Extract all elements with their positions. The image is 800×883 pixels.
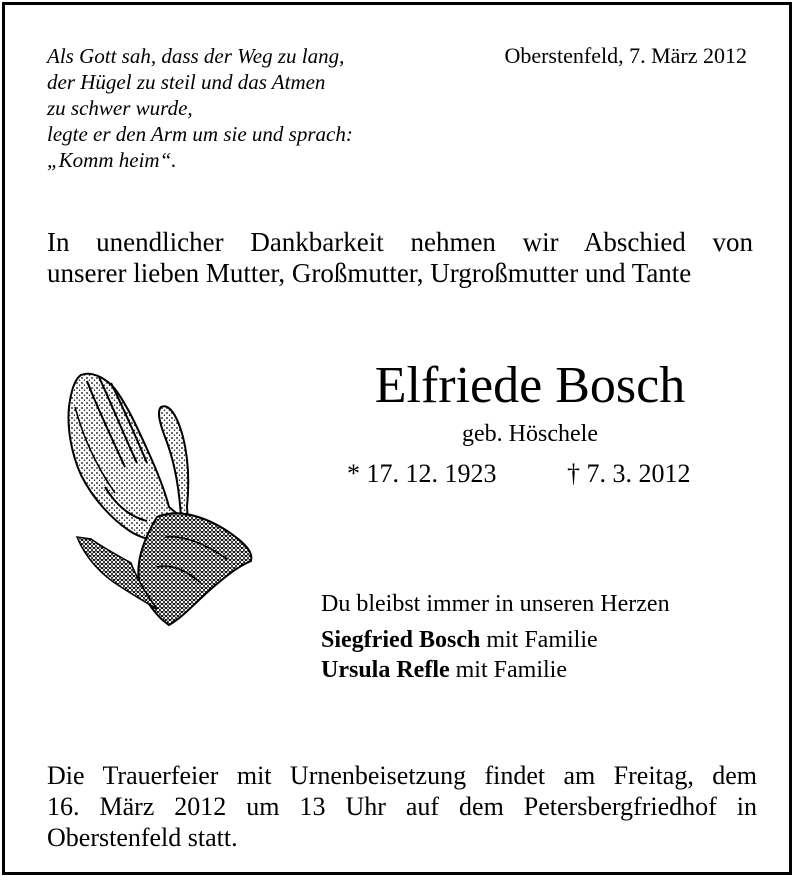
mourner-suffix: mit Familie [486, 627, 598, 653]
motto: Du bleibst immer in unseren Herzen [321, 591, 670, 617]
praying-hands-icon [61, 367, 255, 629]
intro-line: unserer lieben Mutter, Großmutter, Urgroßmutter und Tante [47, 258, 692, 288]
verse-line: Als Gott sah, dass der Weg zu lang, [47, 44, 345, 68]
death-date: † 7. 3. 2012 [567, 459, 691, 488]
verse-line: zu schwer wurde, [47, 96, 193, 120]
mourner-suffix: mit Familie [455, 657, 567, 683]
verse-quote [47, 43, 447, 173]
deceased-name: Elfriede Bosch [374, 357, 686, 414]
closing-line: Oberstenfeld statt. [47, 823, 238, 852]
verse-line: der Hügel zu steil und das Atmen [47, 70, 326, 94]
closing-line: Die Trauerfeier mit Urnenbeisetzung findet am Freitag, dem [47, 761, 757, 790]
birth-date: * 17. 12. 1923 [347, 459, 497, 488]
intro-line: In unendlicher Dankbarkeit nehmen wir Abschied von [47, 227, 753, 257]
obituary-notice [2, 2, 792, 875]
mourners-block [321, 589, 670, 685]
funeral-details [47, 760, 757, 853]
place-date: Oberstenfeld, 7. März 2012 [504, 43, 747, 68]
verse-line: „Komm heim“. [47, 148, 177, 172]
intro-text [47, 227, 753, 289]
maiden-name: geb. Höschele [462, 421, 598, 447]
mourner-line [321, 625, 670, 655]
mourner-line [321, 655, 670, 685]
verse-line: legte er den Arm um sie und sprach: [47, 122, 353, 146]
mourner-name: Ursula Refle [321, 657, 450, 683]
closing-line: 16. März 2012 um 13 Uhr auf dem Petersbergfriedhof in [47, 792, 757, 821]
mourner-name: Siegfried Bosch [321, 627, 481, 653]
